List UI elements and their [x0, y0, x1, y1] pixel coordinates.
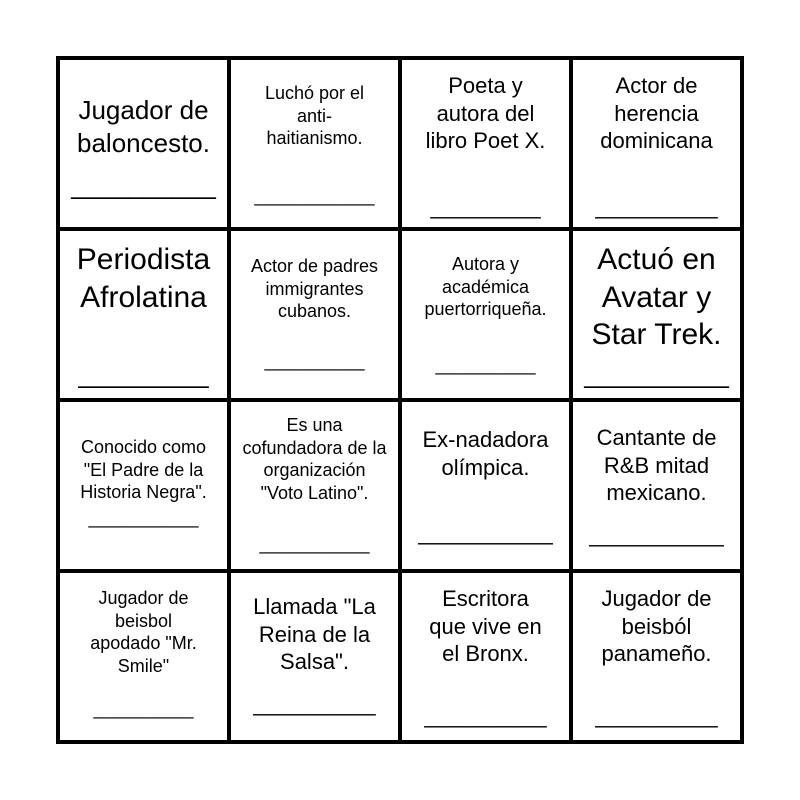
cell-clue: Jugador de baloncesto. — [77, 95, 210, 158]
cell-clue: Cantante de R&B mitad mexicano. — [596, 425, 717, 505]
bingo-cell[interactable] — [60, 402, 227, 569]
answer-blank: __________ — [264, 351, 365, 371]
cell-clue: Llamada "La Reina de la Salsa". — [253, 594, 376, 674]
answer-blank: ___________ — [418, 520, 553, 545]
cell-clue: Escritora que vive en el Bronx. — [429, 586, 542, 666]
answer-blank: _________ — [78, 359, 209, 389]
answer-blank: __________ — [595, 194, 718, 219]
answer-blank: ___________ — [259, 534, 370, 554]
bingo-cell[interactable] — [60, 231, 227, 398]
answer-blank: __________ — [71, 170, 216, 200]
bingo-cell[interactable] — [231, 573, 398, 740]
bingo-board — [56, 56, 744, 744]
bingo-cell[interactable] — [573, 60, 740, 227]
cell-clue: Actor de herencia dominicana — [600, 73, 713, 153]
answer-blank: __________ — [93, 699, 194, 719]
answer-blank: ____________ — [254, 186, 375, 206]
cell-clue: Conocido como "El Padre de la Historia Negra". — [80, 437, 207, 502]
answer-blank: ___________ — [589, 522, 724, 547]
bingo-cell[interactable] — [231, 231, 398, 398]
cell-clue: Luchó por el anti-haitianismo. — [264, 83, 365, 148]
bingo-cell[interactable] — [231, 402, 398, 569]
bingo-cell[interactable] — [402, 573, 569, 740]
cell-clue: Autora y académica puertorriqueña. — [424, 254, 547, 319]
answer-blank: __________ — [253, 691, 376, 716]
bingo-cell[interactable] — [60, 573, 227, 740]
answer-blank: ___________ — [88, 508, 199, 528]
cell-clue: Ex-nadadora olímpica. — [422, 427, 549, 480]
bingo-cell[interactable] — [60, 60, 227, 227]
cell-clue: Poeta y autora del libro Poet X. — [425, 73, 546, 153]
bingo-cell[interactable] — [573, 402, 740, 569]
bingo-cell[interactable] — [573, 573, 740, 740]
answer-blank: __________ — [584, 359, 729, 389]
answer-blank: __________ — [424, 703, 547, 728]
bingo-cell[interactable] — [402, 231, 569, 398]
answer-blank: __________ — [435, 355, 536, 375]
bingo-cell[interactable] — [573, 231, 740, 398]
cell-clue: Periodista Afrolatina — [76, 243, 211, 314]
bingo-cell[interactable] — [231, 60, 398, 227]
cell-clue: Es una cofundadora de la organización "Voto Latino". — [242, 415, 387, 503]
cell-clue: Jugador de beisbol apodado "Mr. Smile" — [90, 588, 197, 676]
bingo-cell[interactable] — [402, 402, 569, 569]
cell-clue: Jugador de beisból panameño. — [601, 586, 712, 666]
cell-clue: Actor de padres immigrantes cubanos. — [250, 256, 379, 321]
answer-blank: __________ — [595, 703, 718, 728]
cell-clue: Actuó en Avatar y Star Trek. — [591, 243, 722, 351]
answer-blank: _________ — [430, 194, 541, 219]
bingo-cell[interactable] — [402, 60, 569, 227]
